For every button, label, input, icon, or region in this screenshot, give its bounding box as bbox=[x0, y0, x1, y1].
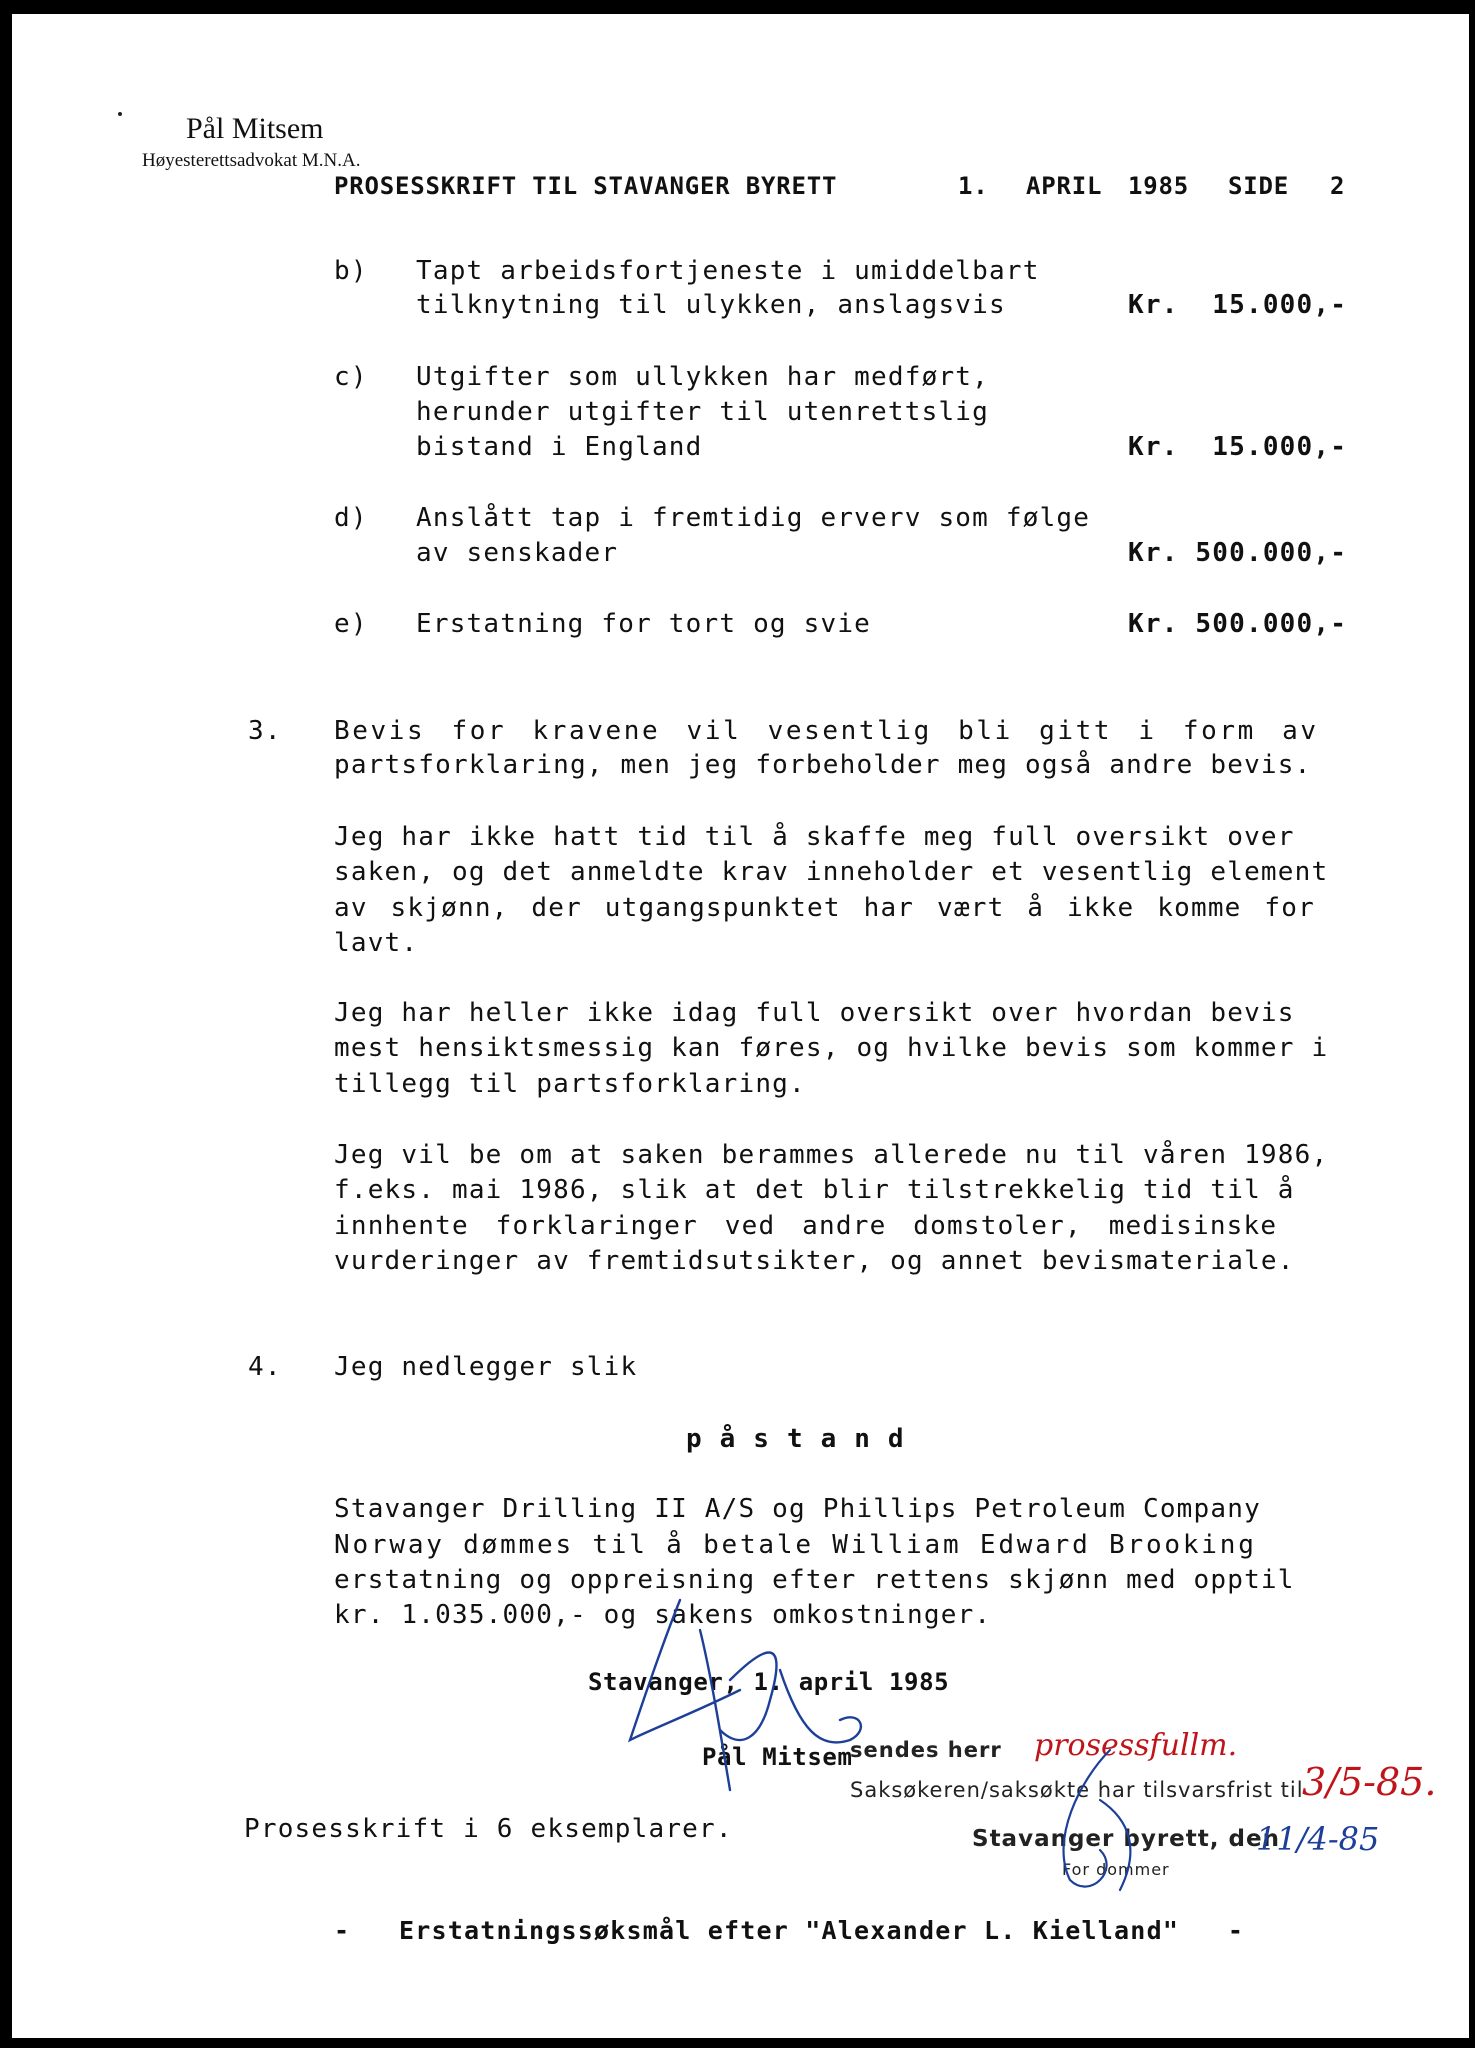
section-3-p2-line4: lavt. bbox=[334, 928, 419, 958]
claim-b-line1: Tapt arbeidsfortjeneste i umiddelbart bbox=[416, 256, 1040, 286]
claim-c-line2: herunder utgifter til utenrettslig bbox=[416, 397, 990, 427]
header-side-label: SIDE bbox=[1228, 172, 1289, 200]
section-3-p3-line2: mest hensiktsmessig kan føres, og hvilke bevis som kommer i bbox=[334, 1033, 1329, 1063]
letterhead-title: Høyesterettsadvokat M.N.A. bbox=[142, 150, 361, 171]
stamp-handwritten-deadline: 3/5-85. bbox=[1302, 1760, 1437, 1804]
section-3-p4-line4: vurderinger av fremtidsutsikter, og annet bevismateriale. bbox=[334, 1246, 1295, 1276]
stamp-for-dommer: For dommer bbox=[1062, 1860, 1170, 1879]
claim-heading: påstand bbox=[686, 1424, 922, 1454]
header-month: APRIL bbox=[1026, 172, 1103, 200]
section-4-number: 4. bbox=[248, 1352, 282, 1382]
section-3-p3-line1: Jeg har heller ikke idag full oversikt over hvordan bevis bbox=[334, 998, 1295, 1028]
stamp-sendes-herr: sendes herr bbox=[850, 1738, 1002, 1762]
court-initials bbox=[1040, 1740, 1160, 1910]
claim-d-line2: av senskader bbox=[416, 538, 619, 568]
stamp-handwritten-name: prosessfullm. bbox=[1034, 1728, 1238, 1763]
header-document: PROSESSKRIFT TIL STAVANGER BYRETT bbox=[334, 172, 838, 200]
claim-line3: erstatning og oppreisning efter rettens skjønn med opptil bbox=[334, 1565, 1295, 1595]
section-3-p1-line1: Bevis for kravene vil vesentlig bli gitt i form av bbox=[334, 716, 1319, 746]
claim-c-line3: bistand i England bbox=[416, 432, 703, 462]
stamp-deadline-text: Saksøkeren/saksøkte har tilsvarsfrist til bbox=[850, 1778, 1304, 1802]
section-4-intro: Jeg nedlegger slik bbox=[334, 1352, 638, 1382]
claim-d-line1: Anslått tap i fremtidig erverv som følge bbox=[416, 503, 1091, 533]
claim-b-letter: b) bbox=[334, 256, 368, 286]
claim-line1: Stavanger Drilling II A/S og Phillips Petroleum Company bbox=[334, 1494, 1261, 1524]
claim-c-amount: Kr. 15.000,- bbox=[1128, 432, 1348, 462]
claim-b-amount: Kr. 15.000,- bbox=[1128, 290, 1348, 320]
claim-d-letter: d) bbox=[334, 503, 368, 533]
claim-e-line1: Erstatning for tort og svie bbox=[416, 609, 872, 639]
header-day: 1. bbox=[958, 172, 989, 200]
section-3-p4-line3: innhente forklaringer ved andre domstoler, medisinske bbox=[334, 1211, 1278, 1241]
section-3-p3-line3: tillegg til partsforklaring. bbox=[334, 1069, 806, 1099]
claim-e-letter: e) bbox=[334, 609, 368, 639]
copies-note: Prosesskrift i 6 eksemplarer. bbox=[244, 1814, 733, 1844]
claim-d-amount: Kr. 500.000,- bbox=[1128, 538, 1348, 568]
signatory-name: Pål Mitsem bbox=[702, 1743, 853, 1771]
section-3-p4-line2: f.eks. mai 1986, slik at det blir tilstrekkelig tid til å bbox=[334, 1175, 1295, 1205]
claim-line4: kr. 1.035.000,- og sakens omkostninger. bbox=[334, 1600, 992, 1630]
header-year: 1985 bbox=[1128, 172, 1189, 200]
stamp-court-date-text: Stavanger byrett, den bbox=[972, 1826, 1280, 1852]
section-3-number: 3. bbox=[248, 716, 282, 746]
claim-e-amount: Kr. 500.000,- bbox=[1128, 609, 1348, 639]
section-3-p2-line2: saken, og det anmeldte krav inneholder et vesentlig element bbox=[334, 857, 1329, 887]
section-3-p2-line1: Jeg har ikke hatt tid til å skaffe meg full oversikt over bbox=[334, 822, 1295, 852]
letterhead-name: Pål Mitsem bbox=[186, 112, 324, 145]
section-3-p1-line2: partsforklaring, men jeg forbeholder meg også andre bevis. bbox=[334, 750, 1312, 780]
header-page-number: 2 bbox=[1330, 172, 1346, 200]
claim-line2: Norway dømmes til å betale William Edward Brooking bbox=[334, 1530, 1257, 1560]
footer-case-title: - Erstatningssøksmål efter "Alexander L. Kielland" - bbox=[334, 1916, 1245, 1945]
section-3-p4-line1: Jeg vil be om at saken berammes allerede nu til våren 1986, bbox=[334, 1140, 1329, 1170]
section-3-p2-line3: av skjønn, der utgangspunktet har vært å ikke komme for bbox=[334, 893, 1315, 923]
scan-speck bbox=[118, 112, 122, 116]
claim-c-line1: Utgifter som ullykken har medført, bbox=[416, 362, 990, 392]
claim-c-letter: c) bbox=[334, 362, 368, 392]
stamp-handwritten-date: 11/4-85 bbox=[1256, 1820, 1380, 1858]
handwritten-signature bbox=[620, 1590, 880, 1800]
place-date: Stavanger, 1. april 1985 bbox=[588, 1668, 950, 1696]
claim-b-line2: tilknytning til ulykken, anslagsvis bbox=[416, 290, 1006, 320]
